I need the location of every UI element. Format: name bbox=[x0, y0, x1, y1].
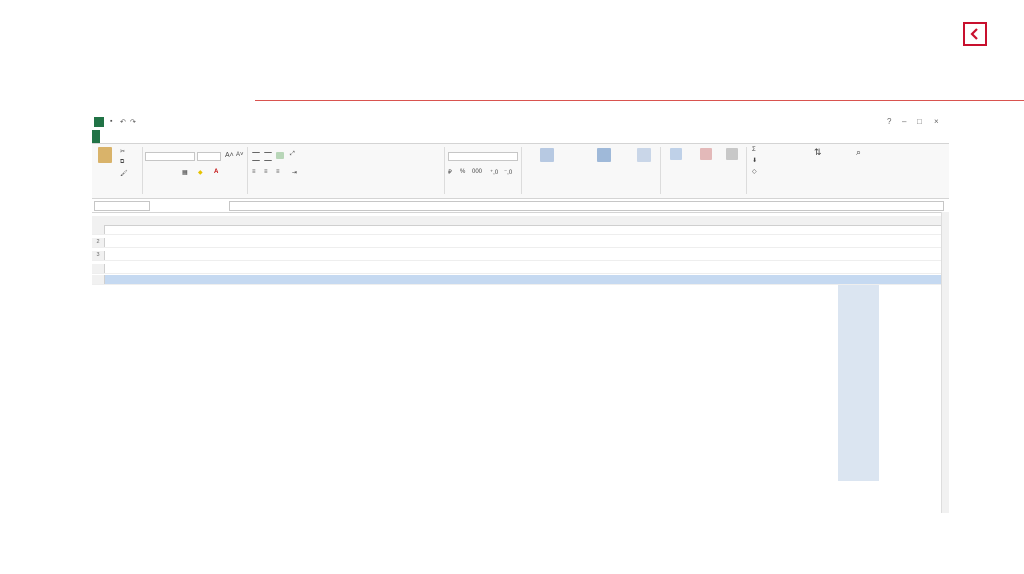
excel-window bbox=[92, 115, 949, 513]
redo-icon[interactable]: ↷ bbox=[130, 119, 136, 126]
cell-styles-icon[interactable] bbox=[637, 148, 651, 162]
back-button[interactable] bbox=[963, 22, 987, 46]
row-number bbox=[92, 275, 105, 284]
cut-icon[interactable]: ✂ bbox=[120, 149, 126, 155]
group-separator bbox=[660, 147, 661, 194]
font-size-select[interactable] bbox=[197, 152, 221, 161]
align-right-icon[interactable]: ≡ bbox=[276, 169, 280, 175]
row-number: 3 bbox=[92, 251, 105, 260]
thousands-icon[interactable]: 000 bbox=[472, 169, 483, 175]
autosum-icon[interactable]: Σ bbox=[752, 147, 756, 153]
fill-icon[interactable]: ⬇ bbox=[752, 158, 758, 164]
fill-color-icon[interactable]: ◆ bbox=[198, 170, 203, 176]
excel-logo-icon bbox=[94, 117, 104, 127]
format-cells-icon[interactable] bbox=[726, 148, 738, 160]
clear-icon[interactable]: ◇ bbox=[752, 169, 757, 175]
sheet-row bbox=[92, 251, 942, 261]
group-separator bbox=[247, 147, 248, 194]
align-center-icon[interactable]: ≡ bbox=[264, 169, 268, 175]
tab-file[interactable] bbox=[92, 130, 100, 143]
align-top-icon[interactable] bbox=[252, 152, 260, 161]
paste-icon[interactable] bbox=[98, 147, 112, 163]
delete-cells-icon[interactable] bbox=[700, 148, 712, 160]
group-separator bbox=[521, 147, 522, 194]
undo-icon[interactable]: ↶ bbox=[120, 119, 126, 126]
shrink-font-icon[interactable]: A˅ bbox=[236, 152, 244, 158]
align-middle-icon[interactable] bbox=[264, 152, 272, 161]
minimize-icon[interactable]: – bbox=[902, 117, 907, 126]
copy-icon[interactable]: ⧉ bbox=[120, 159, 125, 165]
row-number: 2 bbox=[92, 238, 105, 247]
borders-icon[interactable]: ▦ bbox=[182, 170, 188, 176]
binoculars-icon[interactable]: ⌕ bbox=[856, 147, 862, 157]
decrease-decimal-icon[interactable]: ⁻,0 bbox=[504, 170, 513, 176]
increase-decimal-icon[interactable]: ⁺,0 bbox=[490, 170, 499, 176]
sheet-row bbox=[92, 238, 942, 248]
help-icon[interactable]: ? bbox=[887, 117, 892, 126]
orientation-icon[interactable]: ⤢ bbox=[290, 151, 295, 157]
format-painter-icon[interactable]: 🖌 bbox=[120, 171, 128, 177]
sheet-row bbox=[92, 264, 942, 274]
name-box[interactable] bbox=[94, 201, 150, 211]
ribbon bbox=[92, 144, 949, 199]
indent-icon[interactable]: ⇥ bbox=[292, 170, 298, 176]
formula-input[interactable] bbox=[229, 201, 944, 211]
divider bbox=[255, 100, 1024, 101]
font-name-select[interactable] bbox=[145, 152, 195, 161]
close-icon[interactable]: × bbox=[934, 117, 939, 126]
maximize-icon[interactable]: □ bbox=[917, 117, 922, 126]
number-format-select[interactable] bbox=[448, 152, 518, 161]
group-separator bbox=[444, 147, 445, 194]
title-bar bbox=[92, 115, 949, 130]
group-separator bbox=[142, 147, 143, 194]
itog-column-highlight bbox=[838, 275, 879, 481]
percent-icon[interactable]: % bbox=[460, 169, 466, 175]
font-color-icon[interactable]: A bbox=[214, 169, 219, 175]
row-number bbox=[92, 264, 105, 273]
row-number bbox=[92, 225, 105, 234]
align-bottom-icon[interactable] bbox=[276, 152, 284, 159]
table-header-row bbox=[92, 275, 942, 285]
sheet-row bbox=[92, 225, 942, 235]
vertical-scrollbar[interactable] bbox=[941, 212, 949, 513]
format-as-table-icon[interactable] bbox=[597, 148, 611, 162]
insert-cells-icon[interactable] bbox=[670, 148, 682, 160]
currency-icon[interactable]: ₽ bbox=[448, 170, 452, 176]
group-separator bbox=[746, 147, 747, 194]
grow-font-icon[interactable]: A˄ bbox=[225, 152, 234, 159]
align-left-icon[interactable]: ≡ bbox=[252, 169, 256, 175]
conditional-formatting-icon[interactable] bbox=[540, 148, 554, 162]
chevron-left-icon bbox=[969, 28, 981, 40]
sort-filter-icon[interactable]: ⇅ bbox=[814, 147, 822, 157]
save-icon[interactable]: ▪ bbox=[110, 118, 113, 125]
formula-bar bbox=[92, 200, 949, 213]
ribbon-tabs bbox=[92, 130, 949, 144]
